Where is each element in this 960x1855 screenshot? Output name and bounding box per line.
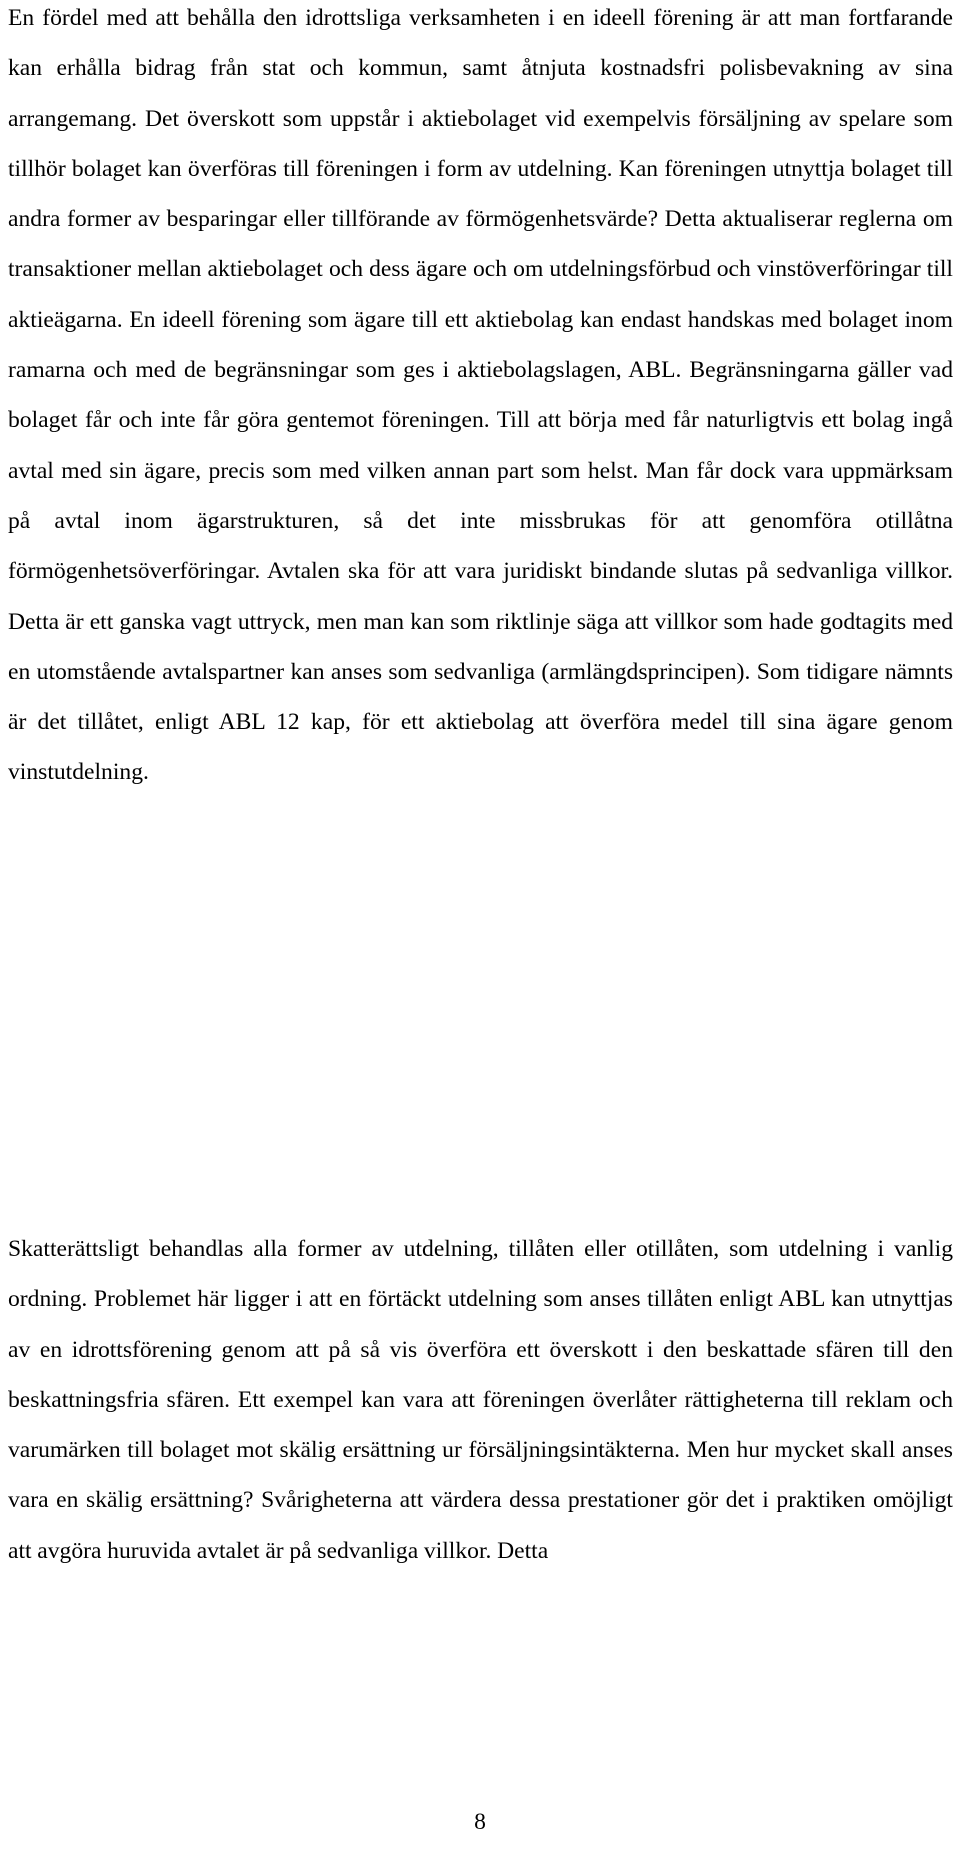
body-paragraph-1: En fördel med att behålla den idrottsliga verksamheten i en ideell förening är att man fortfarande kan erhålla bidrag från stat och kommun, samt åtnjuta kostnadsfri polisbevakning av sina arrangemang. Det överskott som uppstår i aktiebolaget vid exempelvis försäljning av spelare som tillhör bolaget kan överföras till föreningen i form av utdelning. Kan föreningen utnyttja bolaget till andra former av besparingar eller tillförande av förmögenhetsvärde? Detta aktualiserar reglerna om transaktioner mellan aktiebolaget och dess ägare och om utdelningsförbud och vinstöverföringar till aktieägarna. En ideell förening som ägare till ett aktiebolag kan endast handskas med bolaget inom ramarna och med de begränsningar som ges i aktiebolagslagen, ABL. Begränsningarna gäller vad bolaget får och inte får göra gentemot föreningen. Till att börja med får naturligtvis ett bolag ingå avtal med sin ägare, precis som med vilken annan part som helst. Man får dock vara uppmärksam på avtal inom ägarstrukturen, så det inte missbrukas för att genomföra otillåtna förmögenhetsöverföringar. Avtalen ska för att vara juridiskt bindande slutas på sedvanliga villkor. Detta är ett ganska vagt uttryck, men man kan som riktlinje säga att villkor som hade godtagits med en utomstående avtalspartner kan anses som sedvanliga (armlängdsprincipen). Som tidigare nämnts är det tillåtet, enligt ABL 12 kap, för ett aktiebolag att överföra medel till sina ägare genom vinstutdelning. xyxy=(8,5,953,786)
body-paragraph-2: Skatterättsligt behandlas alla former av utdelning, tillåten eller otillåten, som utdelning i vanlig ordning. Problemet här ligger i att en förtäckt utdelning som anses tillåten enligt ABL kan utnyttjas av en idrottsförening genom att på så vis överföra ett överskott i den beskattade sfären till den beskattningsfria sfären. Ett exempel kan vara att föreningen överlåter rättigheterna till reklam och varumärken till bolaget mot skälig ersättning ur försäljningsintäkterna. Men hur mycket skall anses vara en skälig ersättning? Svårigheterna att värdera dessa prestationer gör det i praktiken omöjligt att avgöra huruvida avtalet är på sedvanliga villkor. Detta xyxy=(8,1236,953,1564)
page-number: 8 xyxy=(474,1809,486,1835)
